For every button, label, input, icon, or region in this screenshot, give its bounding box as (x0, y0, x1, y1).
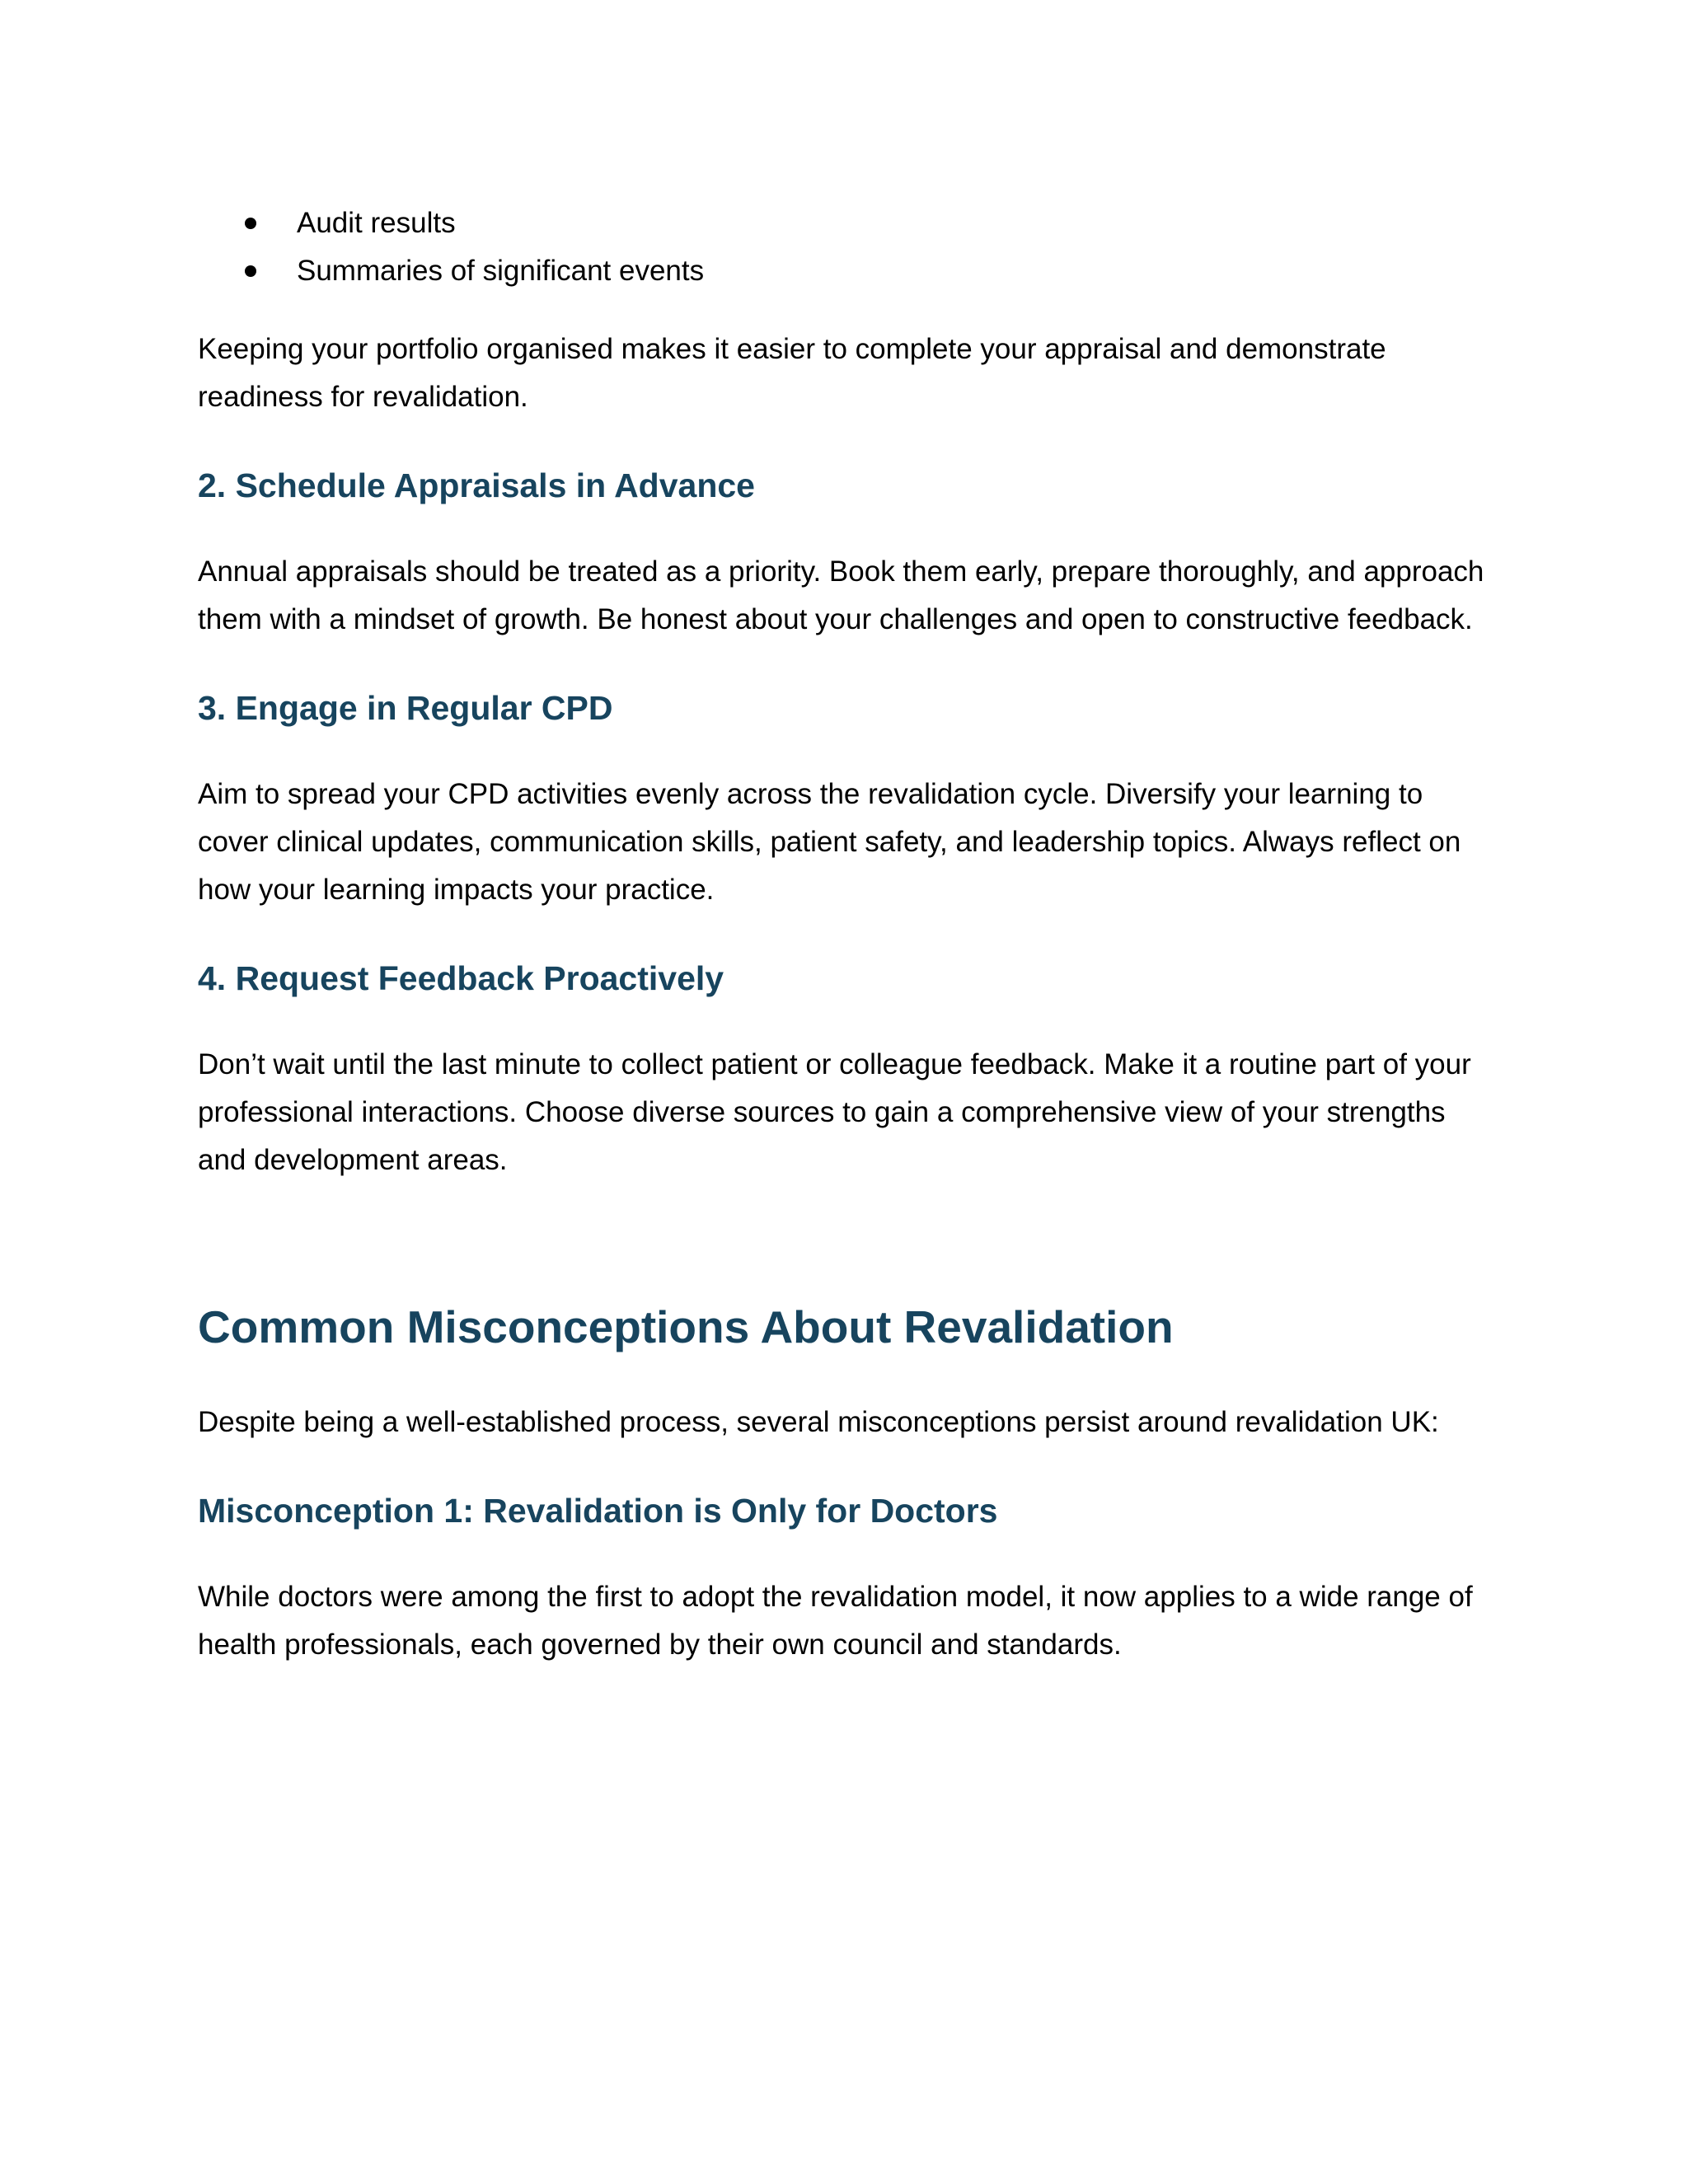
bullet-text: Summaries of significant events (297, 255, 705, 287)
tip-2-body: Annual appraisals should be treated as a priority. Book them early, prepare thoroughly, and approach them with a mindset of growth. Be honest about your challenges and open to constructive feedback. (198, 555, 1484, 635)
misconception-1-body: While doctors were among the first to adopt the revalidation model, it now applies to a wide range of health professionals, each governed by their own council and standards. (198, 1581, 1473, 1661)
evidence-bullet-list (198, 199, 1500, 295)
tip-2-heading: 2. Schedule Appraisals in Advance (198, 466, 755, 504)
misconceptions-intro: Despite being a well-established process, several misconceptions persist around revalidation UK: (198, 1406, 1439, 1438)
bullet-item (198, 199, 1500, 247)
tip-4-body: Don’t wait until the last minute to collect patient or colleague feedback. Make it a routine part of your professional interactions. Choose diverse sources to gain a comprehensive view of your strengths and development areas. (198, 1048, 1471, 1176)
bullet-dot-icon (245, 218, 256, 229)
tip-4-heading: 4. Request Feedback Proactively (198, 959, 724, 997)
misconceptions-section-title: Common Misconceptions About Revalidation (198, 1301, 1174, 1352)
tip-3-heading: 3. Engage in Regular CPD (198, 689, 613, 727)
misconception-1-heading: Misconception 1: Revalidation is Only for Doctors (198, 1492, 998, 1530)
bullet-dot-icon (245, 265, 256, 277)
bullet-text: Audit results (297, 207, 456, 239)
portfolio-paragraph: Keeping your portfolio organised makes it easier to complete your appraisal and demonstrate readiness for revalidation. (198, 333, 1386, 413)
tip-3-body: Aim to spread your CPD activities evenly across the revalidation cycle. Diversify your learning to cover clinical updates, communication skills, patient safety, and leadership topics. Always reflect on how your learning impacts your practice. (198, 778, 1461, 906)
bullet-item (198, 247, 1500, 295)
document-content (198, 199, 1500, 1669)
